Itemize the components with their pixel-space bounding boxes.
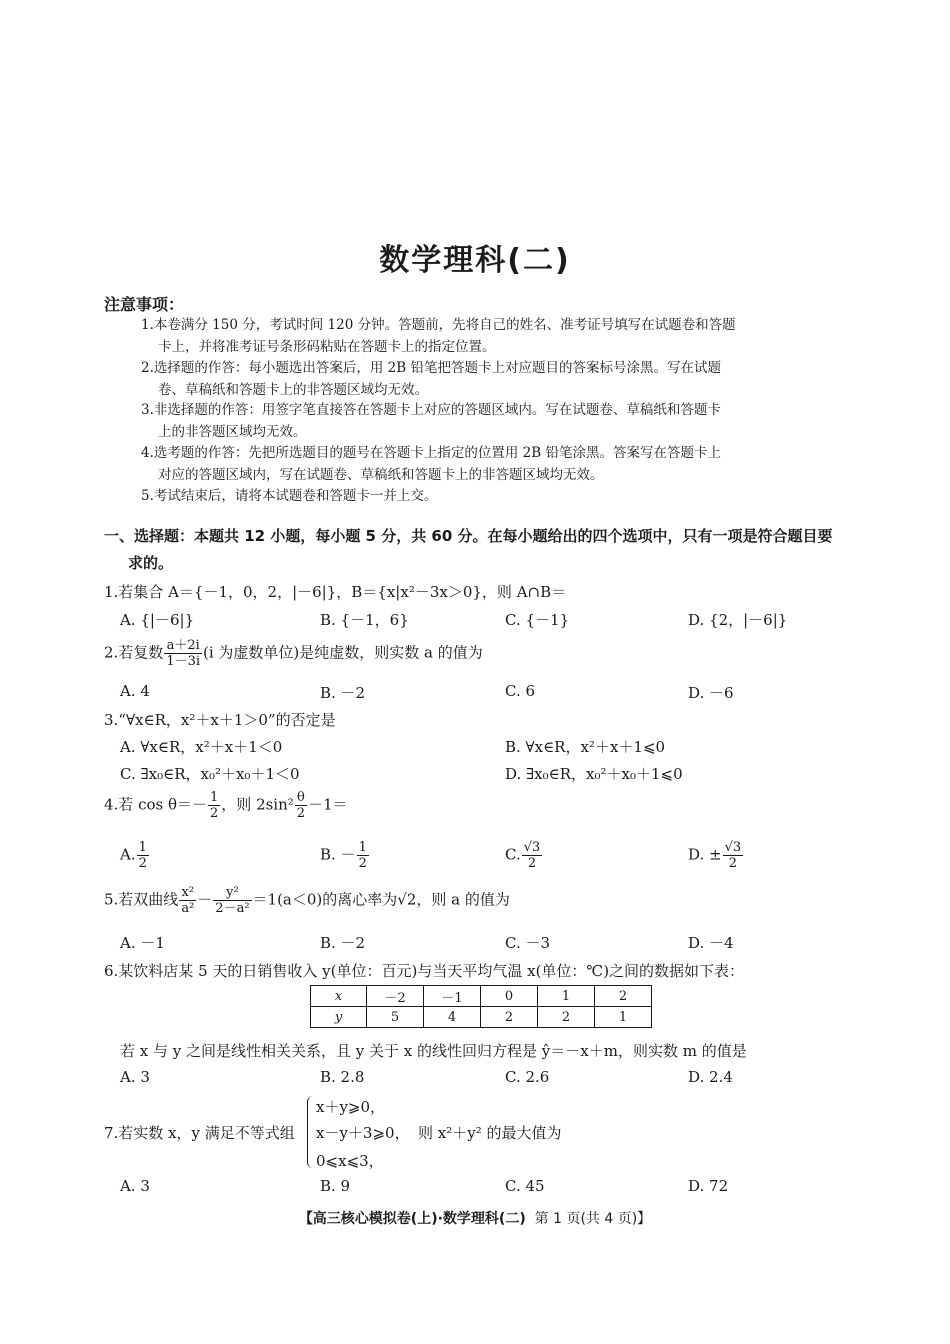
q3-option-a: A. ∀x∈R，x²＋x＋1＜0 <box>120 738 283 756</box>
q6-option-a: A. 3 <box>120 1068 150 1086</box>
notice-item-5: 5.考试结束后，请将本试题卷和答题卡一并上交。 <box>141 488 438 504</box>
q4-option-a: A. $\frac{1}{2}$ <box>120 840 147 871</box>
q6-option-b: B. 2.8 <box>320 1068 365 1086</box>
question-3-stem: 3.“∀x∈R，x²＋x＋1＞0”的否定是 <box>104 711 336 729</box>
q7-constraint-2: x－y＋3⩾0， <box>316 1124 410 1142</box>
q7-question-end: 则 x²＋y² 的最大值为 <box>418 1124 562 1142</box>
question-7-stem: 7.若实数 x，y 满足不等式组 <box>104 1124 295 1142</box>
q5-option-d: D. －4 <box>688 934 734 952</box>
question-6-followup: 若 x 与 y 之间是线性相关关系，且 y 关于 x 的线性回归方程是 ŷ＝－x＋m，则实数 m 的值是 <box>120 1042 747 1060</box>
q2-option-c: C. 6 <box>505 682 536 700</box>
question-6-stem: 6.某饮料店某 5 天的日销售收入 y(单位：百元)与当天平均气温 x(单位：℃)之间的数据如下表： <box>104 962 745 980</box>
q7-option-a: A. 3 <box>120 1177 150 1195</box>
notice-item-2: 2.选择题的作答：每小题选出答案后，用 2B 铅笔把答题卡上对应题目的答案标号涂黑。写在试题 卷、草稿纸和答题卡上的非答题区域均无效。 <box>141 360 721 398</box>
q4-option-c: C. $\frac{√3}{2}$ <box>505 840 541 871</box>
q2-option-b: B. －2 <box>320 684 366 702</box>
table-row: x －2 －1 0 1 2 <box>311 986 652 1007</box>
notice-item-1: 1.本卷满分 150 分，考试时间 120 分钟。答题前，先将自己的姓名、准考证号填写在试题卷和答题 卡上，并将准考证号条形码粘贴在答题卡上的指定位置。 <box>141 317 736 355</box>
q7-constraint-3: 0⩽x⩽3， <box>316 1152 384 1170</box>
question-5-stem: 5.若双曲线 $\frac{\text{x²}}{\text{a²}}$ － $\frac{\text{y²}}{\text{2－a²}}$ ＝1(a＜0)的离心率为√2，则 a 的值为 <box>104 885 510 916</box>
q5-fraction-1: $\frac{\text{x²}}{\text{a²}}$ <box>181 885 195 916</box>
q4-option-b: B. － $\frac{1}{2}$ <box>320 840 367 871</box>
q5-option-c: C. －3 <box>505 934 551 952</box>
q6-option-c: C. 2.6 <box>505 1068 550 1086</box>
notice-heading: 注意事项： <box>104 295 185 314</box>
question-2-stem: 2.若复数 $\frac{a+2i}{1-3i}$ (i 为虚数单位)是纯虚数，则实数 a 的值为 <box>104 638 483 669</box>
q1-option-d: D. {2，|－6|} <box>688 611 788 629</box>
system-brace <box>307 1096 316 1168</box>
q4-option-d: D. ± $\frac{√3}{2}$ <box>688 840 742 871</box>
q7-option-d: D. 72 <box>688 1177 729 1195</box>
q3-option-d: D. ∃x₀∈R，x₀²＋x₀＋1⩽0 <box>505 765 683 783</box>
q2-fraction: $\frac{a+2i}{1-3i}$ <box>166 638 201 669</box>
q4-fraction-1: $\frac{1}{2}$ <box>210 790 219 821</box>
q7-option-c: C. 45 <box>505 1177 545 1195</box>
q1-option-b: B. {－1，6} <box>320 611 409 629</box>
notice-item-4: 4.选考题的作答：先把所选题目的题号在答题卡上指定的位置用 2B 铅笔涂黑。答案写在答题卡上 对应的答题区域内，写在试题卷、草稿纸和答题卡上的非答题区域均无效。 <box>141 445 721 483</box>
q1-option-a: A. {|－6|} <box>120 611 195 629</box>
q3-option-c: C. ∃x₀∈R，x₀²＋x₀＋1＜0 <box>120 765 300 783</box>
q4-fraction-2: $\frac{\theta}{2}$ <box>296 790 306 821</box>
q2-option-d: D. －6 <box>688 684 734 702</box>
section-heading: 一、选择题：本题共 12 小题，每小题 5 分，共 60 分。在每小题给出的四个选项中，只有一项是符合题目要 求的。 <box>104 527 833 572</box>
table-row: y 5 4 2 2 1 <box>311 1007 652 1028</box>
q5-option-a: A. －1 <box>120 934 165 952</box>
q7-constraint-1: x＋y⩾0， <box>316 1098 386 1116</box>
q5-option-b: B. －2 <box>320 934 366 952</box>
q6-option-d: D. 2.4 <box>688 1068 733 1086</box>
q7-option-b: B. 9 <box>320 1177 351 1195</box>
question-4-stem: 4.若 cos θ＝－ $\frac{1}{2}$ ，则 2sin² $\frac{\theta}{2}$ －1＝ <box>104 790 348 821</box>
q3-option-b: B. ∀x∈R，x²＋x＋1⩽0 <box>505 738 666 756</box>
page-footer: 【高三核心模拟卷(上)·数学理科(二) 第 1 页(共 4 页)】 <box>298 1211 652 1227</box>
notice-item-3: 3.非选择题的作答：用签字笔直接答在答题卡上对应的答题区域内。写在试题卷、草稿纸和答题卡 上的非答题区域均无效。 <box>141 402 721 440</box>
question-1-stem: 1.若集合 A＝{－1，0，2，|－6|}，B＝{x|x²－3x＞0}，则 A∩B＝ <box>104 583 567 601</box>
q2-option-a: A. 4 <box>120 682 150 700</box>
page-title: 数学理科(二) <box>379 243 571 278</box>
q1-option-c: C. {－1} <box>505 611 570 629</box>
q6-data-table <box>310 985 652 1028</box>
q5-fraction-2: $\frac{\text{y²}}{\text{2－a²}}$ <box>215 885 250 916</box>
